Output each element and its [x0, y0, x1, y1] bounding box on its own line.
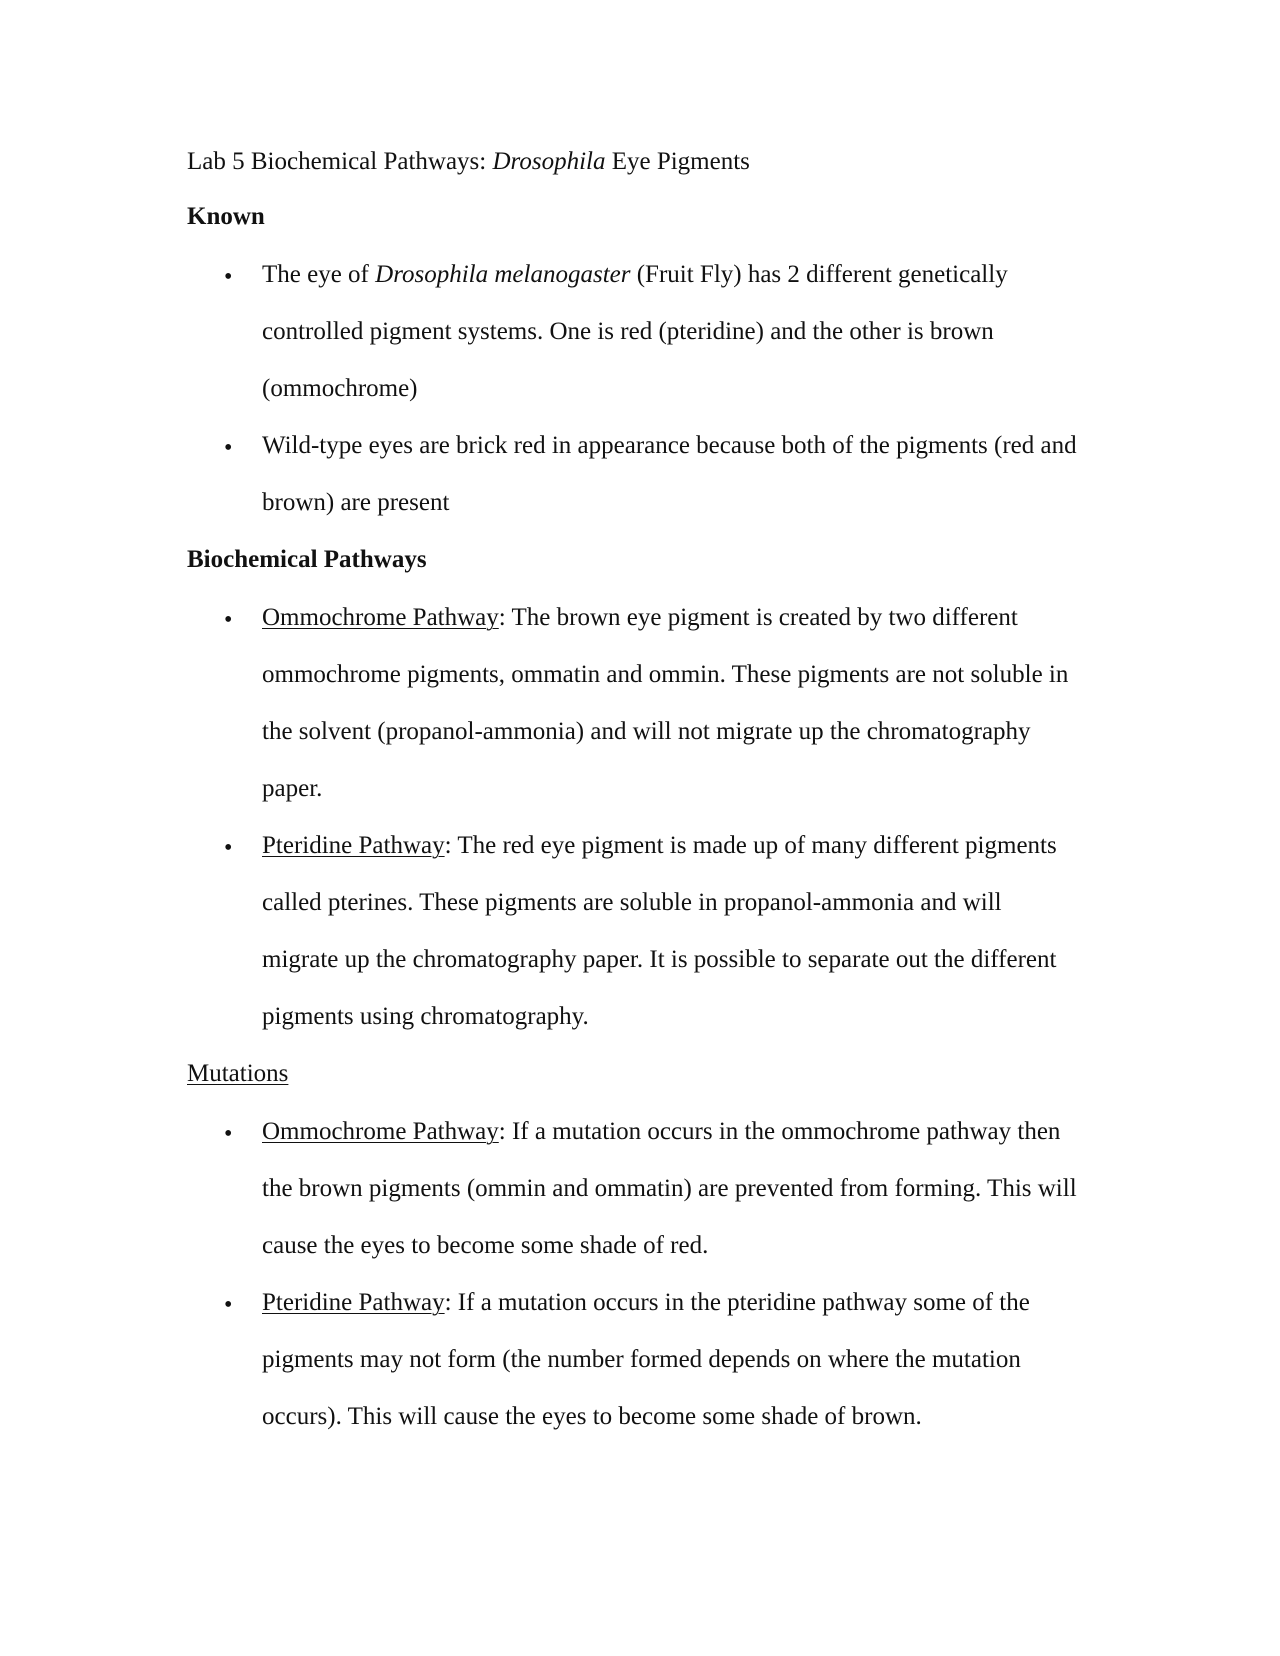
known-heading: Known	[187, 203, 265, 230]
bullet-mutations-1: •	[224, 1121, 233, 1147]
known-1-line-3: (ommochrome)	[262, 375, 418, 402]
known-2-line-2: brown) are present	[262, 489, 450, 516]
mutation-pteridine-label: Pteridine Pathway	[262, 1289, 445, 1316]
mutations-1-line-3: cause the eyes to become some shade of red.	[262, 1232, 709, 1259]
mutation-ommochrome-label: Ommochrome Pathway	[262, 1118, 499, 1145]
known-1-line-2: controlled pigment systems. One is red (pteridine) and the other is brown	[262, 318, 994, 345]
mutations-2-line-2: pigments may not form (the number formed depends on where the mutation	[262, 1346, 1021, 1373]
ommochrome-pathway-label: Ommochrome Pathway	[262, 604, 499, 631]
known-1-species: Drosophila melanogaster	[375, 261, 631, 288]
mutations-2-line-1	[262, 1288, 1030, 1318]
pathways-1-line-1	[262, 603, 1018, 633]
known-1-line-1	[262, 260, 1008, 290]
known-1-text-a: The eye of	[262, 261, 376, 288]
mutations-1-line-2: the brown pigments (ommin and ommatin) are prevented from forming. This will	[262, 1175, 1077, 1202]
mutations-heading: Mutations	[187, 1060, 289, 1087]
pathways-1-line-4: paper.	[262, 775, 323, 802]
known-1-text-b: (Fruit Fly) has 2 different genetically	[630, 261, 1008, 288]
mutations-2-text: : If a mutation occurs in the pteridine pathway some of the	[444, 1289, 1030, 1316]
mutations-2-line-3: occurs). This will cause the eyes to become some shade of brown.	[262, 1403, 922, 1430]
mutations-1-text: : If a mutation occurs in the ommochrome pathway then	[498, 1118, 1061, 1145]
bullet-known-1: •	[224, 264, 233, 290]
title-suffix: Eye Pigments	[605, 148, 750, 175]
bullet-known-2: •	[224, 435, 233, 461]
known-2-line-1: Wild-type eyes are brick red in appearance because both of the pigments (red and	[262, 432, 1077, 459]
pathways-heading: Biochemical Pathways	[187, 546, 427, 573]
pathways-2-line-3: migrate up the chromatography paper. It is possible to separate out the different	[262, 946, 1057, 973]
title-prefix: Lab 5 Biochemical Pathways:	[187, 148, 493, 175]
pathways-2-line-1	[262, 831, 1057, 861]
mutations-1-line-1	[262, 1117, 1060, 1147]
bullet-mutations-2: •	[224, 1292, 233, 1318]
document-title	[187, 147, 750, 177]
pathways-1-text: : The brown eye pigment is created by two different	[498, 604, 1018, 631]
pathways-1-line-2: ommochrome pigments, ommatin and ommin. These pigments are not soluble in	[262, 661, 1069, 688]
title-italic: Drosophila	[492, 148, 606, 175]
pathways-1-line-3: the solvent (propanol-ammonia) and will not migrate up the chromatography	[262, 718, 1031, 745]
bullet-pathways-1: •	[224, 607, 233, 633]
pathways-2-line-2: called pterines. These pigments are soluble in propanol-ammonia and will	[262, 889, 1002, 916]
bullet-pathways-2: •	[224, 835, 233, 861]
pathways-2-text: : The red eye pigment is made up of many different pigments	[444, 832, 1057, 859]
pathways-2-line-4: pigments using chromatography.	[262, 1003, 589, 1030]
pteridine-pathway-label: Pteridine Pathway	[262, 832, 445, 859]
